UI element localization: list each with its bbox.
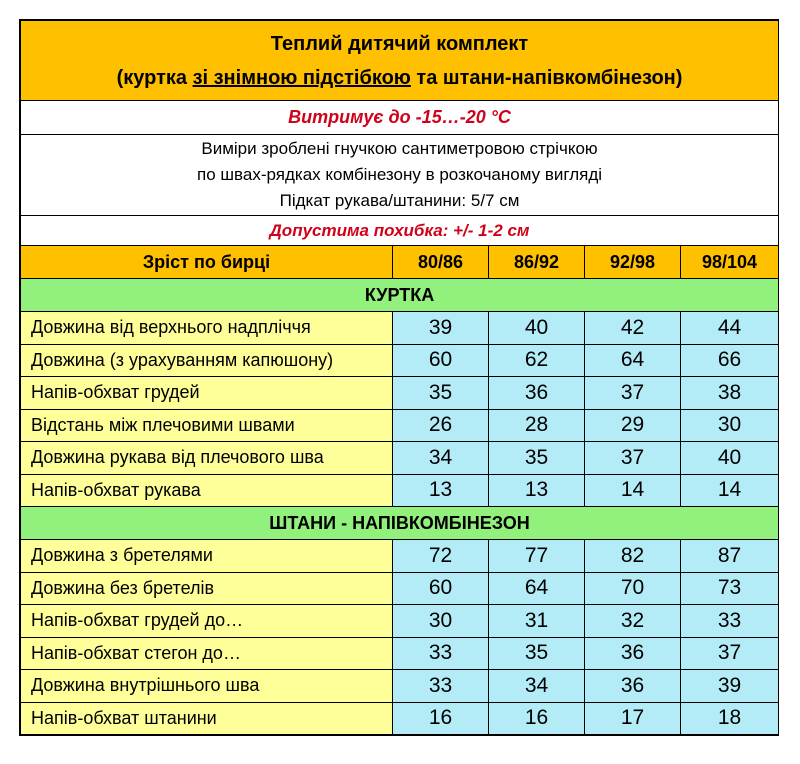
measurement-value: 87 (681, 540, 779, 573)
measurement-value: 39 (681, 670, 779, 703)
size-header-row (21, 246, 779, 279)
measurement-label: Довжина з бретелями (21, 540, 393, 573)
measurement-value: 70 (585, 572, 681, 605)
size-header-cell: 92/98 (585, 246, 681, 279)
title-line-2-start: (куртка (116, 66, 193, 89)
measurement-value: 73 (681, 572, 779, 605)
measurement-label: Довжина без бретелів (21, 572, 393, 605)
table-row (21, 474, 779, 507)
measurement-value: 64 (489, 572, 585, 605)
measurement-value: 16 (393, 702, 489, 735)
measurement-value: 33 (393, 637, 489, 670)
measurement-value: 31 (489, 605, 585, 638)
measurement-value: 32 (585, 605, 681, 638)
table-row (21, 409, 779, 442)
measurement-value: 33 (393, 670, 489, 703)
measurement-value: 72 (393, 540, 489, 573)
measurement-value: 60 (393, 344, 489, 377)
measurement-value: 14 (585, 474, 681, 507)
measurement-label: Напів-обхват грудей (21, 377, 393, 410)
measurement-value: 30 (393, 605, 489, 638)
measurement-value: 29 (585, 409, 681, 442)
measurement-value: 35 (489, 442, 585, 475)
section-header-row (21, 507, 779, 540)
size-header-cell: 86/92 (489, 246, 585, 279)
measurement-value: 30 (681, 409, 779, 442)
measurement-value: 66 (681, 344, 779, 377)
measurement-value: 34 (489, 670, 585, 703)
measurement-value: 62 (489, 344, 585, 377)
size-header-label: Зріст по бирці (21, 246, 393, 279)
measurement-label: Напів-обхват штанини (21, 702, 393, 735)
measurement-notes (21, 135, 779, 216)
table-row (21, 605, 779, 638)
measurement-value: 42 (585, 312, 681, 345)
note-line-2: по швах-рядках комбінезону в розкочаному вигляді (197, 165, 603, 184)
table-row (21, 637, 779, 670)
measurement-value: 35 (489, 637, 585, 670)
measurement-label: Довжина внутрішнього шва (21, 670, 393, 703)
measurement-value: 34 (393, 442, 489, 475)
measurement-value: 82 (585, 540, 681, 573)
measurement-value: 37 (585, 442, 681, 475)
note-line-1: Виміри зроблені гнучкою сантиметровою стрічкою (201, 139, 598, 158)
title-block (21, 21, 779, 101)
size-header-cell: 98/104 (681, 246, 779, 279)
measurement-label: Напів-обхват рукава (21, 474, 393, 507)
measurement-value: 17 (585, 702, 681, 735)
measurement-value: 77 (489, 540, 585, 573)
measurement-value: 16 (489, 702, 585, 735)
table-row (21, 702, 779, 735)
measurement-value: 40 (489, 312, 585, 345)
size-header-cell: 80/86 (393, 246, 489, 279)
note-line-3: Підкат рукава/штанини: 5/7 см (279, 191, 520, 210)
measurement-label: Напів-обхват грудей до… (21, 605, 393, 638)
section-header-row (21, 279, 779, 312)
measurement-value: 39 (393, 312, 489, 345)
table-row (21, 540, 779, 573)
table-row (21, 670, 779, 703)
title-line-2-end: та штани-напівкомбінезон) (410, 66, 683, 89)
size-chart-table (20, 20, 779, 735)
measurement-label: Довжина від верхнього надпліччя (21, 312, 393, 345)
measurement-value: 37 (585, 377, 681, 410)
measurement-value: 13 (489, 474, 585, 507)
measurement-value: 35 (393, 377, 489, 410)
temperature-note: Витримує до -15…-20 °C (21, 101, 779, 135)
title-line-2-underlined: зі знімною підстібкою (192, 66, 411, 89)
table-row (21, 312, 779, 345)
measurement-value: 36 (585, 637, 681, 670)
measurement-value: 14 (681, 474, 779, 507)
measurement-value: 40 (681, 442, 779, 475)
measurement-label: Довжина (з урахуванням капюшону) (21, 344, 393, 377)
measurement-value: 26 (393, 409, 489, 442)
measurement-value: 60 (393, 572, 489, 605)
section-title: КУРТКА (21, 279, 779, 312)
measurement-label: Довжина рукава від плечового шва (21, 442, 393, 475)
title-line-2 (21, 61, 778, 95)
table-row (21, 377, 779, 410)
title-line-1: Теплий дитячий комплект (270, 32, 529, 55)
measurement-value: 13 (393, 474, 489, 507)
measurement-value: 64 (585, 344, 681, 377)
measurement-value: 36 (585, 670, 681, 703)
size-chart-sheet (19, 19, 779, 736)
measurement-value: 44 (681, 312, 779, 345)
measurement-value: 38 (681, 377, 779, 410)
section-title: ШТАНИ - НАПІВКОМБІНЕЗОН (21, 507, 779, 540)
measurement-value: 33 (681, 605, 779, 638)
measurement-value: 28 (489, 409, 585, 442)
measurement-value: 18 (681, 702, 779, 735)
measurement-label: Напів-обхват стегон до… (21, 637, 393, 670)
tolerance-note: Допустима похибка: +/- 1-2 см (21, 216, 779, 246)
measurement-value: 36 (489, 377, 585, 410)
measurement-label: Відстань між плечовими швами (21, 409, 393, 442)
table-row (21, 572, 779, 605)
table-row (21, 442, 779, 475)
table-row (21, 344, 779, 377)
measurement-value: 37 (681, 637, 779, 670)
